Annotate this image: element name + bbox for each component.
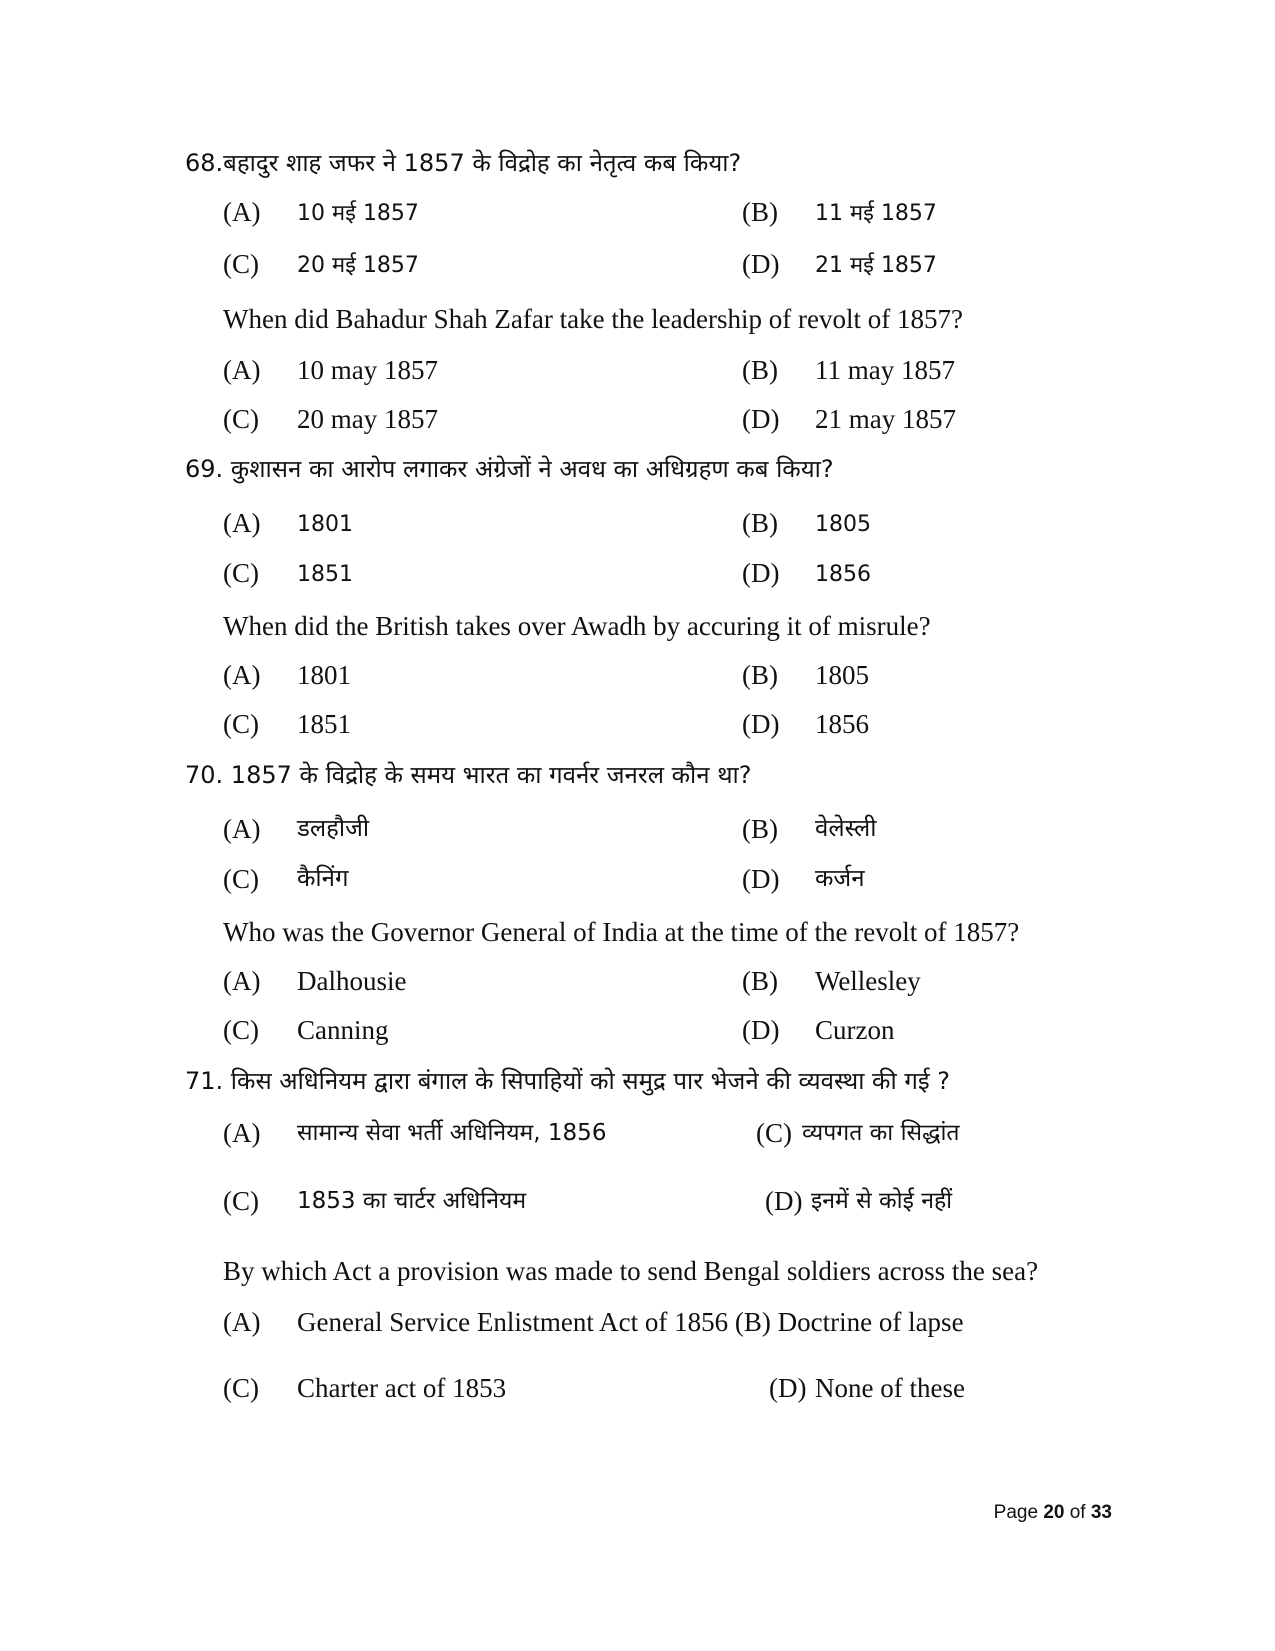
q71-en-option-a-label: (A) (223, 1307, 261, 1337)
q68-en-option-a: 10 may 1857 (297, 355, 438, 385)
q71-hi-option-a-label: (A) (223, 1118, 261, 1148)
q70-hi-option-c: कैनिंग (297, 864, 349, 892)
q71-en-option-a: General Service Enlistment Act of 1856 (B) Doctrine of lapse (297, 1307, 964, 1337)
q70-en-option-b-label: (B) (742, 966, 778, 996)
q71-hi-option-c: 1853 का चार्टर अधिनियम (297, 1188, 527, 1214)
q69-hi-option-c: 1851 (297, 562, 353, 587)
q71-en-option-c: Charter act of 1853 (297, 1373, 507, 1403)
question-68-hindi: 68.बहादुर शाह जफर ने 1857 के विद्रोह का नेतृत्व कब किया? (185, 149, 742, 177)
q69-en-option-d: 1856 (815, 709, 869, 739)
q68-en-option-d: 21 may 1857 (815, 404, 956, 434)
q68-hi-option-c-label: (C) (223, 249, 259, 279)
q71-hi-option-a: सामान्य सेवा भर्ती अधिनियम, 1856 (297, 1120, 607, 1146)
q70-hi-option-a: डलहौजी (297, 814, 370, 842)
q69-hi-option-c-label: (C) (223, 558, 259, 588)
q70-en-option-d-label: (D) (742, 1015, 780, 1045)
q70-en-option-c: Canning (297, 1015, 389, 1045)
q70-hi-option-b-label: (B) (742, 814, 778, 844)
q68-hi-option-d: 21 मई 1857 (815, 253, 937, 278)
q70-en-option-a-label: (A) (223, 966, 261, 996)
question-71-english: By which Act a provision was made to send Bengal soldiers across the sea? (223, 1256, 1039, 1286)
q70-hi-option-b: वेलेस्ली (815, 814, 877, 842)
q71-hi-option-b: व्यपगत का सिद्धांत (802, 1120, 960, 1146)
q68-hi-option-a-label: (A) (223, 197, 261, 227)
q70-en-option-d: Curzon (815, 1015, 895, 1045)
q69-en-option-b: 1805 (815, 660, 869, 690)
q70-hi-option-c-label: (C) (223, 864, 259, 894)
q70-hi-option-d: कर्जन (815, 864, 865, 892)
question-70-english: Who was the Governor General of India at the time of the revolt of 1857? (223, 917, 1020, 947)
q69-en-option-b-label: (B) (742, 660, 778, 690)
q68-en-option-c: 20 may 1857 (297, 404, 438, 434)
page-number-prefix: Page (993, 1502, 1044, 1523)
q71-en-option-d: None of these (815, 1373, 965, 1403)
q69-hi-option-a-label: (A) (223, 508, 261, 538)
page-number-middle: of (1064, 1502, 1091, 1523)
q68-hi-option-b-label: (B) (742, 197, 778, 227)
q70-hi-option-a-label: (A) (223, 814, 261, 844)
q68-hi-option-c: 20 मई 1857 (297, 253, 419, 278)
question-71-hindi: 71. किस अधिनियम द्वारा बंगाल के सिपाहियों को समुद्र पार भेजने की व्यवस्था की गई ? (185, 1067, 951, 1095)
q70-en-option-b: Wellesley (815, 966, 921, 996)
question-69-hindi: 69. कुशासन का आरोप लगाकर अंग्रेजों ने अवध का अधिग्रहण कब किया? (185, 455, 834, 483)
q68-hi-option-d-label: (D) (742, 249, 780, 279)
q71-en-option-d-label: (D) (769, 1373, 807, 1403)
q69-en-option-a: 1801 (297, 660, 351, 690)
q70-en-option-a: Dalhousie (297, 966, 407, 996)
q69-hi-option-b-label: (B) (742, 508, 778, 538)
q71-hi-option-b-label: (C) (756, 1118, 792, 1148)
q71-hi-option-c-label: (C) (223, 1186, 259, 1216)
q71-hi-option-d-label: (D) (765, 1186, 803, 1216)
q68-hi-option-a: 10 मई 1857 (297, 201, 419, 226)
question-68-english: When did Bahadur Shah Zafar take the leadership of revolt of 1857? (223, 304, 963, 334)
q69-hi-option-d: 1856 (815, 562, 871, 587)
q68-en-option-d-label: (D) (742, 404, 780, 434)
q69-en-option-c-label: (C) (223, 709, 259, 739)
q69-hi-option-d-label: (D) (742, 558, 780, 588)
q71-hi-option-d: इनमें से कोई नहीं (811, 1188, 953, 1214)
question-69-english: When did the British takes over Awadh by accuring it of misrule? (223, 611, 931, 641)
page-number (994, 1500, 1112, 1526)
q71-en-option-c-label: (C) (223, 1373, 259, 1403)
q69-en-option-a-label: (A) (223, 660, 261, 690)
q68-en-option-b: 11 may 1857 (815, 355, 955, 385)
page-number-current: 20 (1043, 1502, 1065, 1523)
q68-en-option-b-label: (B) (742, 355, 778, 385)
q69-en-option-d-label: (D) (742, 709, 780, 739)
q69-hi-option-a: 1801 (297, 512, 353, 537)
page-number-total: 33 (1090, 1502, 1112, 1523)
q70-en-option-c-label: (C) (223, 1015, 259, 1045)
q68-en-option-c-label: (C) (223, 404, 259, 434)
q69-hi-option-b: 1805 (815, 512, 871, 537)
q68-en-option-a-label: (A) (223, 355, 261, 385)
q68-hi-option-b: 11 मई 1857 (815, 201, 937, 226)
q69-en-option-c: 1851 (297, 709, 351, 739)
q70-hi-option-d-label: (D) (742, 864, 780, 894)
question-70-hindi: 70. 1857 के विद्रोह के समय भारत का गवर्नर जनरल कौन था? (185, 761, 752, 789)
